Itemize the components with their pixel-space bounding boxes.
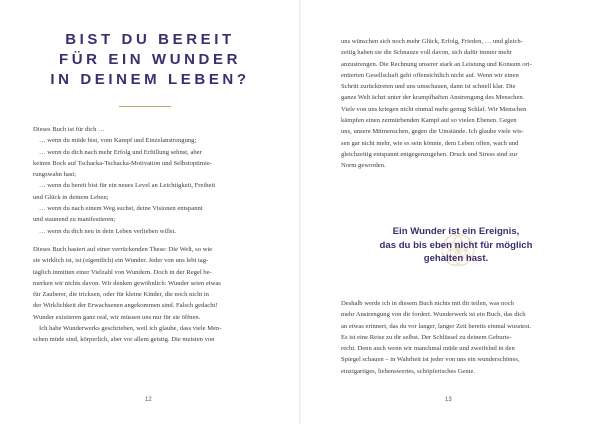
body-text-line: merken wir nichts davon. Wir denken gewöhnlich: Wunder seien etwas (33, 279, 221, 287)
body-text-line: der Wirklichkeit der Erwachsenen angekommen sind. Falsch gedacht! (33, 302, 218, 310)
body-text-line: recht. Denn auch wenn wir manchmal müde und zweifelnd in den (341, 345, 515, 353)
body-text-line: mehr Anstrengung von dir fordert. Wunderwerk ist ein Buch, das dich (341, 311, 526, 319)
right-body-text-top (341, 36, 571, 172)
right-body-text-bottom (341, 298, 571, 377)
body-text-line: Wunder existieren ganz real, wir müssen uns nur für sie öffnen. (33, 313, 201, 321)
body-text-line: schen müde sind, körperlich, aber vor allem geistig. Die meisten von (33, 336, 215, 344)
title-line-2: FÜR EIN WUNDER (58, 51, 242, 68)
body-text-line: Norm geworden. (341, 162, 386, 170)
title-line-3: IN DEINEM LEBEN? (50, 71, 250, 88)
body-text-line: entierten Gesellschaft geht offensichtlich nicht auf. Wenn wir einen (341, 71, 519, 79)
body-text-line: täglich inmitten einer Vielzahl von Wundern. Doch in der Regel be- (33, 268, 212, 276)
left-page (0, 0, 299, 424)
right-page (301, 0, 600, 424)
body-text-line: rungswahn hast; (33, 171, 77, 179)
page-number-right: 13 (445, 397, 452, 403)
body-text-line: an etwas erinnert, das du vor langer, langer Zeit bereits einmal wusstest. (341, 322, 532, 330)
body-text-line: … wenn du dich neu in dein Leben verlieben willst. (39, 227, 176, 235)
body-text-line: und Glück in deinem Leben; (33, 193, 109, 201)
paragraph-gap (33, 237, 269, 244)
title-line-1: BIST DU BEREIT (65, 31, 235, 48)
body-text-line: einzigartiges, liebenswertes, schöpferisches Genie. (341, 367, 476, 375)
body-text-line: Deshalb werde ich in diesem Buch nichts mit dir teilen, was noch (341, 300, 514, 307)
body-text-line: Viele von uns kriegen nicht einmal mehr genug Schlaf. Wir Menschen (341, 105, 527, 113)
body-text-line: … wenn du bereit bist für ein neues Level an Leichtigkeit, Freiheit (39, 182, 216, 190)
title-divider (119, 106, 171, 107)
body-text-line: uns wünschen sich noch mehr Glück, Erfolg, Frieden, … und gleich- (341, 38, 523, 45)
body-text-line: zeitig haben sie die Schnauze voll davon, sich dafür immer mehr (341, 49, 512, 57)
body-text-line: und staunend zu manifestieren; (33, 216, 116, 224)
body-text-line: ganze Welt ächzt unter der krampfhaften Anstrengung des Menschen. (341, 94, 525, 102)
chapter-title (30, 30, 270, 90)
body-text-line: keinen Bock auf Tschacka-Tschacka-Motivation und Selbstoptimie- (33, 159, 212, 167)
body-text-line: … wenn du dich nach mehr Erfolg und Erfüllung sehnst, aber (39, 148, 202, 156)
body-text-line: sie wirklich ist, ist (eigentlich) ein Wunder. Jeder von uns lebt tag- (33, 257, 209, 265)
pull-quote (341, 225, 571, 266)
body-text-line: Dieses Buch basiert auf einer verrückenden These: Die Welt, so wie (33, 245, 213, 253)
body-text-line: Dieses Buch ist für dich … (33, 126, 105, 133)
body-text-line: Spiegel schauen – in Wahrheit ist jeder von uns ein wunderschönes, (341, 356, 520, 364)
body-text-line: kämpfen einen zermürbenden Kampf auf so vielen Ebenen. Gegen (341, 117, 517, 125)
body-text-line: Schritt zurücktreten und uns umschauen, dann ist schnell klar. Die (341, 83, 516, 91)
body-text-line: sen gar nicht mehr, wie es sein könnte, dem Leben offen, wach und (341, 139, 519, 147)
quote-line-3: gehalten hast. (423, 253, 489, 264)
body-text-line: … wenn du müde bist, vom Kampf und Einzelanstrengung; (39, 137, 197, 145)
body-text-line: Es ist eine Reise zu dir selbst. Der Schlüssel zu deinem Geburts- (341, 333, 512, 341)
body-text-line: gleichzeitig entspannt entgegenzugehen. Druck und Stress sind zur (341, 150, 518, 158)
page-number-left: 12 (145, 397, 152, 403)
body-text-line: anzustrengen. Die Rechnung unserer stark an Leistung und Konsum ori- (341, 60, 532, 68)
left-body-text (33, 124, 269, 346)
quote-line-2: das du bis eben nicht für möglich (379, 239, 533, 251)
body-text-line: Ich habe Wunderwerks geschrieben, weil ich glaube, dass viele Men- (39, 325, 222, 333)
body-text-line: … wenn du nach einem Weg suchst, deine Visionen entspannt (39, 205, 203, 213)
body-text-line: uns, unsere Mitmenschen, gegen die Umstände. Ich glaube viele wis- (341, 128, 524, 136)
quote-line-1: Ein Wunder ist ein Ereignis, (392, 226, 520, 237)
body-text-line: für Zauberer, die tricksen, oder für kleine Kinder, die noch nicht in (33, 291, 209, 299)
